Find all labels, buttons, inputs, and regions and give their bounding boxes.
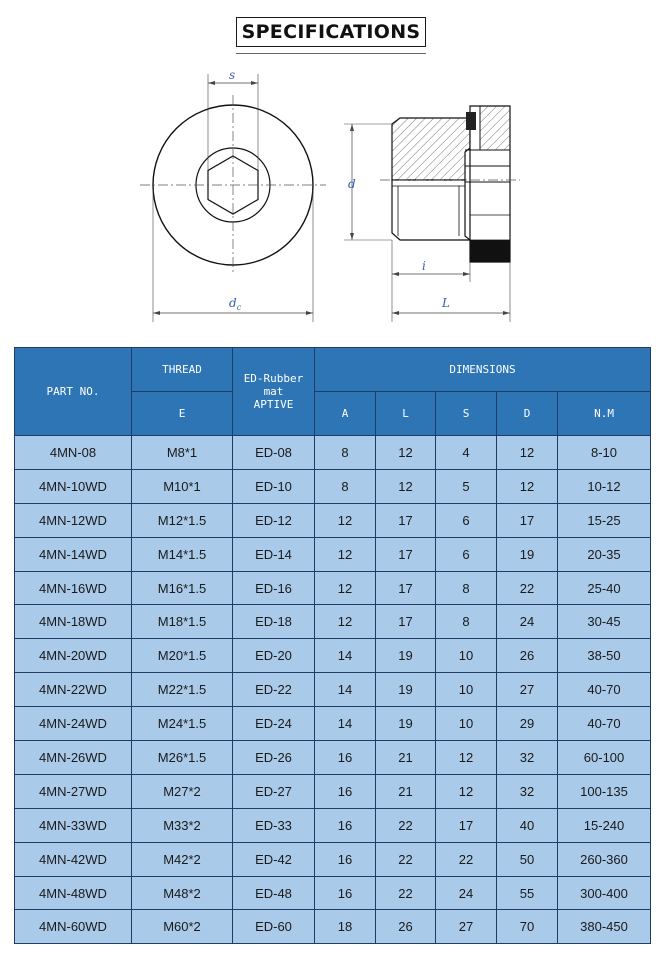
label-s: s [229,68,236,82]
l-cell: 17 [376,571,436,605]
table-row [15,876,651,910]
a-cell: 8 [315,469,376,503]
table-row [15,707,651,741]
l-cell: 21 [376,774,436,808]
table-row [15,537,651,571]
header-nm: N.M [558,392,651,436]
table-row [15,469,651,503]
nm-cell: 100-135 [558,774,651,808]
l-cell: 17 [376,605,436,639]
header-rubber-line2: mat [263,385,284,398]
d-cell: 27 [497,673,558,707]
part-no-cell: 4MN-24WD [15,707,132,741]
nm-cell: 10-12 [558,469,651,503]
thread-cell: M14*1.5 [132,537,233,571]
header-rubber [233,348,315,436]
header-rubber-line3: APTIVE [253,398,294,411]
part-no-cell: 4MN-22WD [15,673,132,707]
part-no-cell: 4MN-08 [15,436,132,470]
table-row [15,571,651,605]
nm-cell: 30-45 [558,605,651,639]
rubber-cell: ED-18 [233,605,315,639]
s-cell: 8 [436,605,497,639]
s-cell: 10 [436,673,497,707]
nm-cell: 40-70 [558,707,651,741]
s-cell: 6 [436,537,497,571]
header-rubber-line1: ED-Rubber [243,372,304,385]
front-view [140,68,326,322]
a-cell: 18 [315,910,376,944]
l-cell: 21 [376,741,436,775]
thread-cell: M33*2 [132,808,233,842]
nm-cell: 15-25 [558,503,651,537]
header-dimensions: DIMENSIONS [315,348,651,392]
thread-cell: M42*2 [132,842,233,876]
a-cell: 12 [315,605,376,639]
title-underline [236,53,426,54]
a-cell: 12 [315,503,376,537]
technical-drawing [0,60,663,330]
l-cell: 12 [376,436,436,470]
s-cell: 17 [436,808,497,842]
rubber-cell: ED-16 [233,571,315,605]
nm-cell: 20-35 [558,537,651,571]
s-cell: 6 [436,503,497,537]
a-cell: 16 [315,876,376,910]
table-body [15,436,651,944]
table-row [15,741,651,775]
thread-cell: M20*1.5 [132,639,233,673]
l-cell: 19 [376,707,436,741]
d-cell: 24 [497,605,558,639]
rubber-cell: ED-26 [233,741,315,775]
thread-cell: M26*1.5 [132,741,233,775]
label-dc: $d_c$ [229,296,242,312]
rubber-cell: ED-48 [233,876,315,910]
l-cell: 17 [376,503,436,537]
nm-cell: 260-360 [558,842,651,876]
d-cell: 32 [497,774,558,808]
d-cell: 29 [497,707,558,741]
d-cell: 70 [497,910,558,944]
s-cell: 10 [436,639,497,673]
thread-cell: M48*2 [132,876,233,910]
part-no-cell: 4MN-33WD [15,808,132,842]
d-cell: 12 [497,469,558,503]
a-cell: 14 [315,673,376,707]
thread-cell: M60*2 [132,910,233,944]
d-cell: 32 [497,741,558,775]
table-row [15,774,651,808]
label-d: d [348,177,356,191]
nm-cell: 25-40 [558,571,651,605]
a-cell: 12 [315,537,376,571]
rubber-cell: ED-60 [233,910,315,944]
label-L: L [442,296,450,310]
d-cell: 40 [497,808,558,842]
l-cell: 26 [376,910,436,944]
thread-cell: M27*2 [132,774,233,808]
label-i: i [422,259,426,273]
a-cell: 14 [315,707,376,741]
page-title-text: SPECIFICATIONS [241,21,421,43]
table-row [15,673,651,707]
rubber-cell: ED-22 [233,673,315,707]
part-no-cell: 4MN-10WD [15,469,132,503]
l-cell: 22 [376,842,436,876]
s-cell: 12 [436,774,497,808]
rubber-cell: ED-42 [233,842,315,876]
rubber-cell: ED-12 [233,503,315,537]
header-a: A [315,392,376,436]
table-row [15,605,651,639]
header-thread: THREAD [132,348,233,392]
s-cell: 8 [436,571,497,605]
thread-cell: M24*1.5 [132,707,233,741]
table-row [15,436,651,470]
s-cell: 4 [436,436,497,470]
a-cell: 16 [315,808,376,842]
part-no-cell: 4MN-18WD [15,605,132,639]
header-part-no: PART NO. [15,348,132,436]
header-s: S [436,392,497,436]
part-no-cell: 4MN-42WD [15,842,132,876]
l-cell: 12 [376,469,436,503]
table-row [15,842,651,876]
a-cell: 16 [315,741,376,775]
header-thread-sub: E [132,392,233,436]
nm-cell: 380-450 [558,910,651,944]
header-l: L [376,392,436,436]
l-cell: 22 [376,808,436,842]
a-cell: 8 [315,436,376,470]
page-title [236,17,426,47]
l-cell: 19 [376,673,436,707]
rubber-cell: ED-33 [233,808,315,842]
rubber-cell: ED-27 [233,774,315,808]
part-no-cell: 4MN-48WD [15,876,132,910]
d-cell: 22 [497,571,558,605]
l-cell: 17 [376,537,436,571]
nm-cell: 8-10 [558,436,651,470]
l-cell: 19 [376,639,436,673]
rubber-cell: ED-20 [233,639,315,673]
side-view [344,106,520,322]
d-cell: 12 [497,436,558,470]
thread-cell: M22*1.5 [132,673,233,707]
s-cell: 5 [436,469,497,503]
part-no-cell: 4MN-60WD [15,910,132,944]
l-cell: 22 [376,876,436,910]
d-cell: 17 [497,503,558,537]
thread-cell: M10*1 [132,469,233,503]
table-row [15,808,651,842]
nm-cell: 40-70 [558,673,651,707]
a-cell: 16 [315,842,376,876]
nm-cell: 60-100 [558,741,651,775]
table-row [15,503,651,537]
rubber-cell: ED-10 [233,469,315,503]
d-cell: 55 [497,876,558,910]
thread-cell: M18*1.5 [132,605,233,639]
table-row [15,910,651,944]
rubber-cell: ED-08 [233,436,315,470]
s-cell: 22 [436,842,497,876]
s-cell: 12 [436,741,497,775]
part-no-cell: 4MN-14WD [15,537,132,571]
table-row [15,639,651,673]
thread-cell: M8*1 [132,436,233,470]
part-no-cell: 4MN-16WD [15,571,132,605]
a-cell: 12 [315,571,376,605]
d-cell: 50 [497,842,558,876]
rubber-cell: ED-14 [233,537,315,571]
d-cell: 26 [497,639,558,673]
a-cell: 14 [315,639,376,673]
d-cell: 19 [497,537,558,571]
header-d: D [497,392,558,436]
s-cell: 27 [436,910,497,944]
s-cell: 24 [436,876,497,910]
part-no-cell: 4MN-26WD [15,741,132,775]
thread-cell: M16*1.5 [132,571,233,605]
rubber-cell: ED-24 [233,707,315,741]
s-cell: 10 [436,707,497,741]
part-no-cell: 4MN-27WD [15,774,132,808]
nm-cell: 300-400 [558,876,651,910]
thread-cell: M12*1.5 [132,503,233,537]
part-no-cell: 4MN-12WD [15,503,132,537]
a-cell: 16 [315,774,376,808]
nm-cell: 38-50 [558,639,651,673]
specifications-table [14,347,651,944]
part-no-cell: 4MN-20WD [15,639,132,673]
nm-cell: 15-240 [558,808,651,842]
